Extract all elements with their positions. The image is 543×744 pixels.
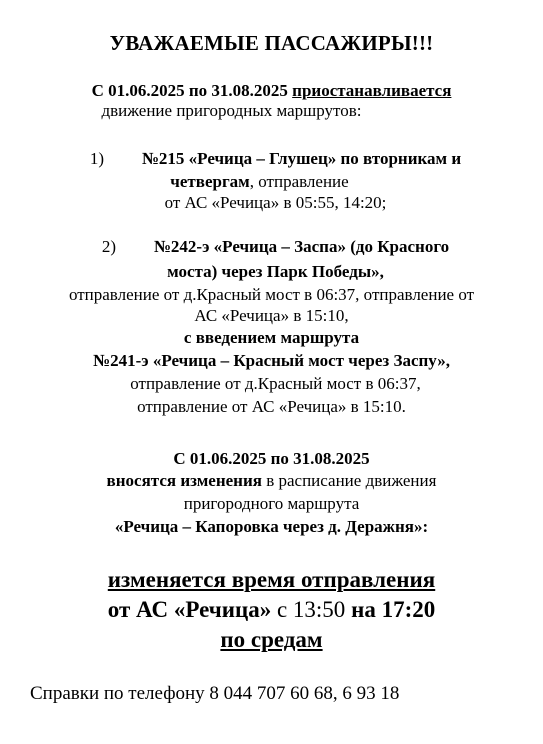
notice2-dates: С 01.06.2025 по 31.08.2025 [173, 449, 370, 468]
route1-tail: , отправление [249, 172, 349, 191]
notice1-dates: С 01.06.2025 по 31.08.2025 [91, 81, 288, 100]
route2-intro-new: с введением маршрута [183, 328, 360, 347]
route2-new-route: №241-э «Речица – Красный мост через Заспу», [93, 351, 450, 370]
route1-times: от АС «Речица» в 05:55, 14:20; [164, 193, 387, 212]
route1-name: №215 «Речица – Глушец» по вторникам и [141, 149, 462, 168]
route1-line1 [4, 149, 543, 169]
notice2-subject: пригородного маршрута [183, 494, 360, 513]
notice2-line2 [0, 471, 543, 491]
notice1-subject: движение пригородных маршрутов: [101, 101, 362, 120]
route2-new-dep-1: отправление от д.Красный мост в 06:37, [130, 374, 421, 393]
notice2-rest: в расписание движения [261, 471, 437, 490]
route2-number: 2) [101, 237, 117, 256]
route1-line2 [0, 172, 531, 192]
change-old-time: с 13:50 [271, 597, 352, 622]
route2-name: №242-э «Речица – Заспа» (до Красного [153, 237, 450, 256]
change-line2 [0, 596, 543, 624]
route2-line1 [4, 237, 543, 257]
route2-dep-2: АС «Речица» в 15:10, [194, 306, 349, 325]
footer-phone: Справки по телефону 8 044 707 60 68, 6 93 18 [30, 683, 400, 704]
notice1-heading [0, 81, 543, 101]
change-new-time: на 17:20 [351, 597, 436, 622]
change-from: от АС «Речица» [107, 597, 272, 622]
change-days: по средам [220, 627, 323, 652]
page-title: УВАЖАЕМЫЕ ПАССАЖИРЫ!!! [109, 31, 434, 55]
route2-name-2: моста) через Парк Победы», [167, 262, 384, 281]
notice2-route: «Речица – Капоровка через д. Деражня»: [114, 517, 429, 536]
notice2-verb: вносятся изменения [106, 471, 262, 490]
route2-new-dep-2: отправление от АС «Речица» в 15:10. [137, 397, 406, 416]
change-line1: изменяется время отправления [107, 567, 436, 592]
route1-number: 1) [89, 149, 105, 168]
route2-dep-1: отправление от д.Красный мост в 06:37, отправление от [68, 285, 475, 304]
route1-days: четвергам [170, 172, 250, 191]
notice1-verb: приостанавливается [292, 81, 452, 100]
